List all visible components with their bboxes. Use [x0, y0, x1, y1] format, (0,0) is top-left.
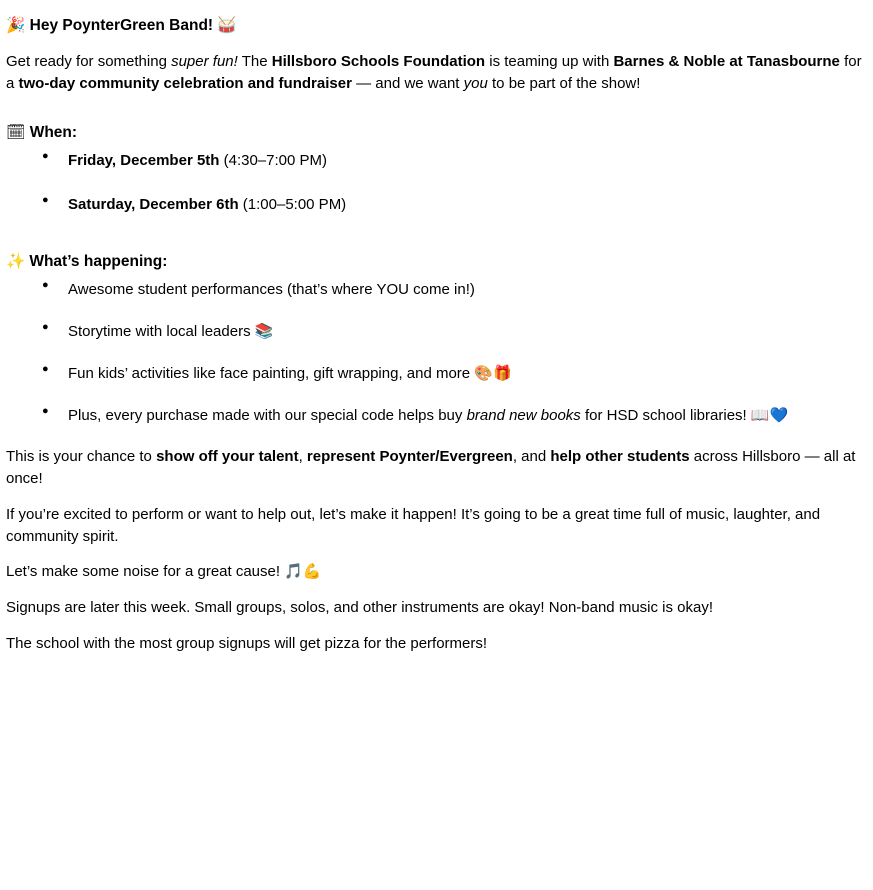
chance-part1: This is your chance to [6, 448, 157, 466]
noise-text: Let’s make some noise for a great cause! [6, 563, 285, 581]
intro-bold-twoday: two-day community celebration and fundraiser [18, 75, 352, 93]
calendar-icon: 🗓 [6, 122, 26, 141]
chance-bold-represent: represent Poynter/Evergreen [306, 448, 513, 466]
section-whats-happening-label: What’s happening: [29, 252, 168, 270]
sparkles-icon: ✨ [6, 251, 26, 270]
chance-part2: , [298, 448, 307, 466]
list-item [6, 405, 863, 427]
intro-part2: The [237, 53, 272, 71]
chance-part3: , and [512, 448, 551, 466]
intro-part4: for a [6, 53, 862, 93]
intro-part5: — and we want [351, 75, 464, 93]
list-item [6, 194, 863, 216]
intro-emphasis-you: you [463, 75, 488, 93]
list-item [6, 150, 863, 172]
happening-item-2-text: Fun kids’ activities like face painting, gift wrapping, and more [68, 364, 475, 382]
closing-noise-paragraph [6, 561, 863, 583]
closing-pizza-paragraph: The school with the most group signups will get pizza for the performers! [6, 634, 488, 652]
closing-signups-paragraph: Signups are later this week. Small groups, solos, and other instruments are okay! Non-band music is okay! [6, 599, 714, 617]
chance-bold-talent: show off your talent [156, 448, 299, 466]
chance-bold-help: help other students [550, 448, 690, 466]
closing-chance-paragraph [6, 446, 863, 490]
party-popper-icon: 🎉 [6, 16, 26, 34]
when-list [6, 150, 863, 216]
section-heading-when [6, 121, 863, 144]
intro-part6: to be part of the show! [487, 75, 641, 93]
page-title [6, 14, 863, 37]
section-heading-whats-happening [6, 250, 863, 273]
book-heart-icon: 📖💙 [750, 405, 789, 424]
happening-item-3-italic: brand new books [466, 406, 581, 424]
list-item [6, 321, 863, 343]
drum-icon: 🥁 [217, 16, 237, 34]
intro-part1: Get ready for something [6, 53, 172, 71]
intro-bold-foundation: Hillsboro Schools Foundation [271, 53, 486, 71]
chance-part4: across Hillsboro — all at once! [6, 448, 856, 488]
music-note-flex-icon: 🎵💪 [284, 562, 322, 581]
happening-item-1-text: Storytime with local leaders [68, 323, 255, 341]
list-item [6, 279, 863, 301]
when-item-0-date: Friday, December 5th [68, 152, 220, 170]
when-item-1-date: Saturday, December 6th [68, 196, 239, 214]
happening-item-3-post: for HSD school libraries! [580, 406, 751, 424]
closing-excited-paragraph: If you’re excited to perform or want to help out, let’s make it happen! It’s going to be a great time full of music, laughter, and community spirit. [6, 505, 821, 545]
happening-item-3-pre: Plus, every purchase made with our special code helps buy [68, 406, 467, 424]
section-when-label: When: [29, 123, 78, 141]
palette-gift-icon: 🎨🎁 [474, 363, 512, 382]
intro-paragraph [6, 51, 863, 95]
intro-part3: is teaming up with [485, 53, 614, 71]
intro-bold-barnesnoble: Barnes & Noble at Tanasbourne [613, 53, 840, 71]
when-item-0-time: (4:30–7:00 PM) [219, 152, 328, 170]
page-title-text: Hey PoynterGreen Band! [29, 17, 214, 34]
books-icon: 📚 [254, 322, 274, 341]
when-item-1-time: (1:00–5:00 PM) [238, 196, 347, 214]
happening-item-0-text: Awesome student performances (that’s where YOU come in!) [68, 281, 475, 299]
intro-emphasis-superfun: super fun! [171, 53, 238, 71]
whats-happening-list [6, 279, 863, 426]
list-item [6, 363, 863, 385]
